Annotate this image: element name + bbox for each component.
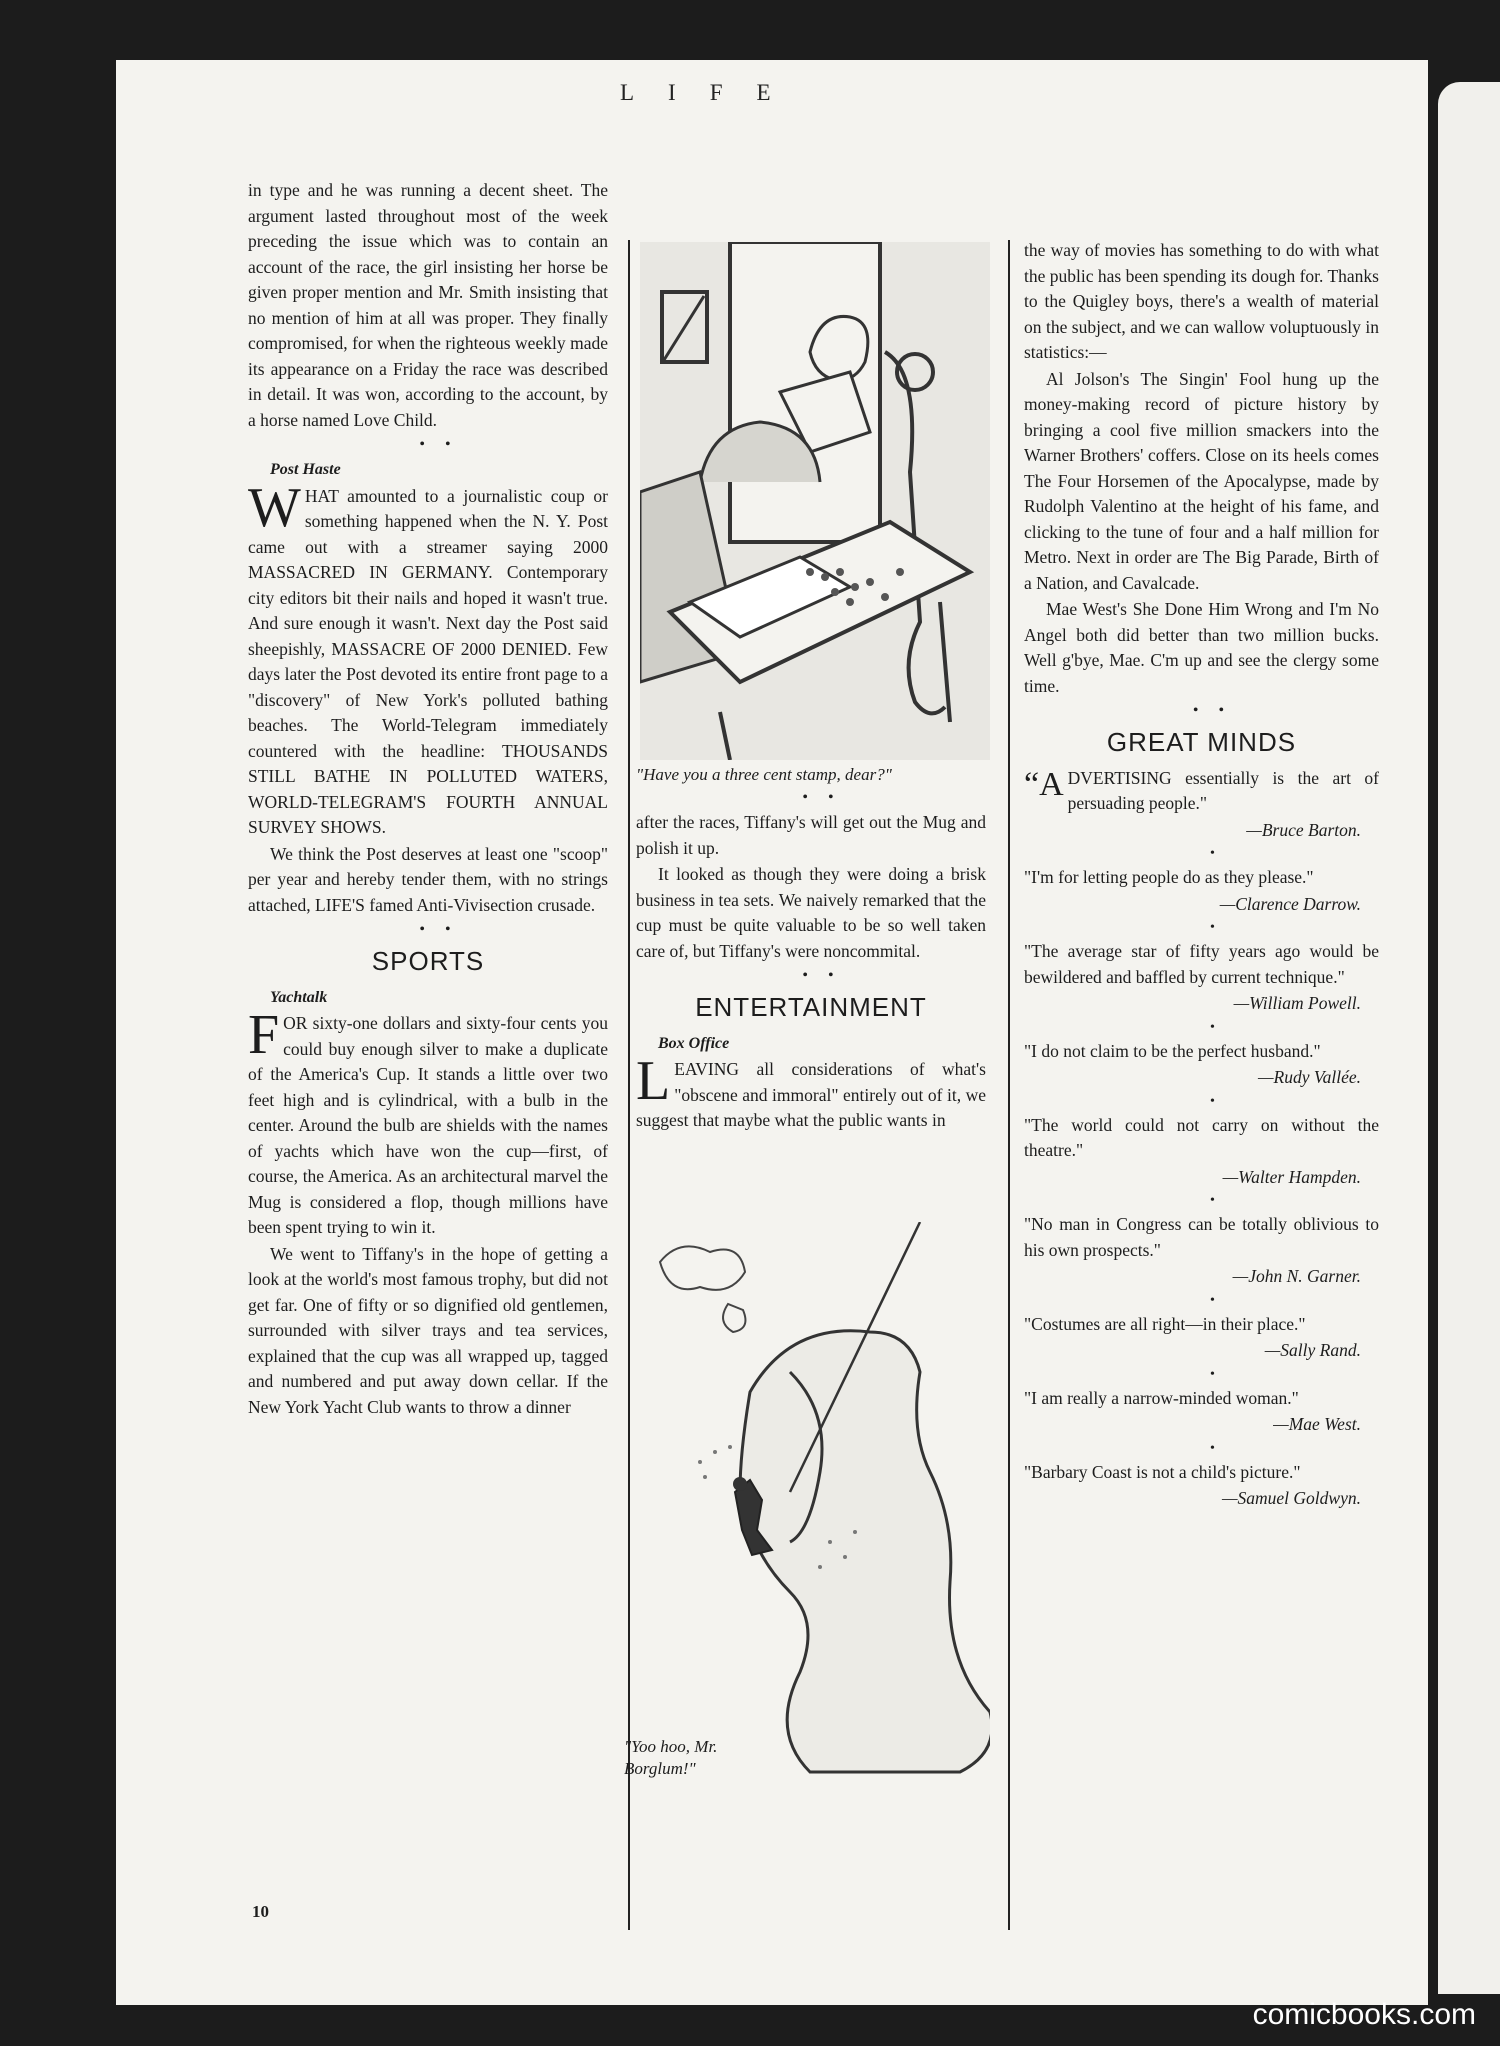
heading-sports: SPORTS — [371, 946, 485, 976]
quote-attribution: —Walter Hampden. — [1222, 1166, 1361, 1187]
section-divider: • • — [419, 921, 459, 938]
watermark: comicbooks.com — [1252, 1998, 1476, 2031]
quote-6: "No man in Congress can be totally oblivious to his own prospects." — [1024, 1214, 1379, 1260]
quote-attribution: —Clarence Darrow. — [1219, 893, 1361, 914]
stamp-collector-cartoon — [640, 242, 990, 760]
section-divider: • • — [1192, 702, 1233, 719]
quote-divider: • — [1210, 1093, 1215, 1109]
quote-1: “ADVERTISING essentially is the art of persuading people." — [1024, 765, 1379, 813]
section-divider: • • — [802, 967, 842, 984]
section-divider: • • — [419, 436, 459, 453]
tiffany-paragraph-2: It looked as though they were doing a brisk business in tea sets. We naively remarked that the cup must be quite valuable to be so well taken care of, but Tiffany's were noncommital. — [636, 864, 986, 961]
quote-divider: • — [1210, 1193, 1215, 1208]
section-divider: • • — [802, 789, 842, 806]
drop-cap: F — [248, 1004, 280, 1066]
yachtalk-paragraph-2: We went to Tiffany's in the hope of getting a look at the world's most famous trophy, but did not get far. One of fifty or so dignified old gentlemen, surrounded with silver trays and tea services, explained that the cup was all wrapped up, tagged and numbered and put away down cellar. If the New York Yacht Club wants to throw a dinner — [248, 1243, 608, 1417]
subhead-post-haste: Post Haste — [270, 461, 341, 478]
cartoon-caption-borglum-block — [624, 1736, 774, 1781]
quote-divider: • — [1210, 1366, 1215, 1382]
column-3 — [1024, 238, 1379, 1513]
mountain-climber-cartoon — [640, 1222, 990, 1782]
page-number: 10 — [252, 1902, 269, 1921]
column-1 — [248, 178, 608, 1421]
tiffany-paragraph-1: after the races, Tiffany's will get out the Mug and polish it up. — [636, 812, 986, 858]
cartoon-caption-stamp: "Have you a three cent stamp, dear?" — [636, 765, 892, 784]
column-2 — [636, 764, 986, 1135]
quote-attribution: —Sally Rand. — [1264, 1340, 1361, 1360]
box-office-paragraph-1: LEAVING all considerations of what's "obscene and immoral" entirely out of it, we suggest that maybe what the public wants in — [636, 1050, 986, 1130]
quote-attribution: —John N. Garner. — [1232, 1266, 1361, 1286]
quote-9: "Barbary Coast is not a child's picture." — [1024, 1461, 1301, 1482]
quote-8: "I am really a narrow-minded woman." — [1024, 1387, 1299, 1408]
box-office-paragraph-3: Al Jolson's The Singin' Fool hung up the money-making record of picture history by bringing a cool five million smackers into the Warner Brothers' coffers. Close on its heels comes The Four Horsemen of the Apocalypse, made by Rudolph Valentino at the height of his fame, and clicking to the tune of four and a half million for Metro. Next in order are The Big Parade, Birth of a Nation, and Cavalcade. — [1024, 368, 1379, 593]
drop-cap: “A — [1024, 765, 1064, 803]
quote-divider: • — [1210, 846, 1215, 861]
box-office-paragraph-4: Mae West's She Done Him Wrong and I'm No Angel both did better than two million bucks. Well g'bye, Mae. C'm up and see the clergy some time. — [1024, 599, 1379, 696]
drop-cap: L — [636, 1050, 671, 1112]
subhead-box-office: Box Office — [658, 1034, 730, 1052]
quote-4: "I do not claim to be the perfect husband." — [1024, 1040, 1321, 1061]
quote-attribution: —Samuel Goldwyn. — [1221, 1488, 1361, 1508]
post-haste-paragraph-2: We think the Post deserves at least one "scoop" per year and hereby tender them, with no strings attached, LIFE'S famed Anti-Vivisection crusade. — [248, 843, 608, 915]
quote-3: "The average star of fifty years ago would be bewildered and baffled by current technique." — [1024, 941, 1379, 987]
quote-7: "Costumes are all right—in their place." — [1024, 1313, 1306, 1334]
heading-entertainment: ENTERTAINMENT — [695, 992, 927, 1022]
quote-divider: • — [1210, 1019, 1215, 1035]
quote-5: "The world could not carry on without the theatre." — [1024, 1114, 1379, 1160]
facing-page-edge — [1438, 82, 1500, 1994]
quote-attribution: —Rudy Vallée. — [1257, 1067, 1361, 1087]
column-rule-left — [628, 240, 630, 1930]
column-rule-right — [1008, 240, 1010, 1930]
intro-paragraph: in type and he was running a decent sheet. The argument lasted throughout most of the week preceding the issue which was to contain an account of the race, the girl insisting her horse be given proper mention and Mr. Smith insisting that no mention of him at all was proper. They finally compromised, for when the righteous weekly made its appearance on a Friday the race was described in detail. It was won, according to the account, by a horse named Love Child. — [248, 180, 608, 430]
quote-attribution: —Mae West. — [1273, 1414, 1361, 1434]
quote-attribution: —William Powell. — [1233, 993, 1361, 1013]
quote-divider: • — [1210, 1292, 1215, 1308]
quote-2: "I'm for letting people do as they please." — [1024, 867, 1314, 887]
magazine-title: LIFE — [620, 80, 805, 105]
quote-attribution: —Bruce Barton. — [1246, 819, 1361, 840]
post-haste-paragraph-1: WHAT amounted to a journalistic coup or something happened when the N. Y. Post came out with a streamer saying 2000 MASSACRED IN GERMANY. Contemporary city editors bit their nails and hoped it wasn't true. And sure enough it wasn't. Next day the Post said sheepishly, MASSACRE OF 2000 DENIED. Few days later the Post devoted its entire front page to a "discovery" of New York's polluted bathing beaches. The World-Telegram immediately countered with the headline: THOUSANDS STILL BATHE IN POLLUTED WATERS, WORLD-TELEGRAM'S FOURTH ANNUAL SURVEY SHOWS. — [248, 476, 608, 837]
subhead-yachtalk: Yachtalk — [270, 988, 328, 1006]
drop-cap: W — [248, 476, 301, 539]
heading-great-minds: GREAT MINDS — [1106, 727, 1297, 757]
quote-divider: • — [1210, 1440, 1215, 1456]
box-office-paragraph-2: the way of movies has something to do with what the public has been spending its dough for. Thanks to the Quigley boys, there's a wealth of material on the subject, and we can wallow voluptuously in statistics:— — [1024, 240, 1379, 362]
cartoon-caption-borglum: "Yoo hoo, Mr. Borglum!" — [624, 1737, 718, 1778]
quote-divider: • — [1210, 920, 1215, 935]
yachtalk-paragraph-1: FOR sixty-one dollars and sixty-four cents you could buy enough silver to make a duplicate of the America's Cup. It stands a little over two feet high and is cylindrical, with a bulb in the center. Around the bulb are shields with the names of yachts which have won the cup—first, of course, the America. As an architectural marvel the Mug is considered a flop, though millions have been spent trying to win it. — [248, 1004, 608, 1237]
